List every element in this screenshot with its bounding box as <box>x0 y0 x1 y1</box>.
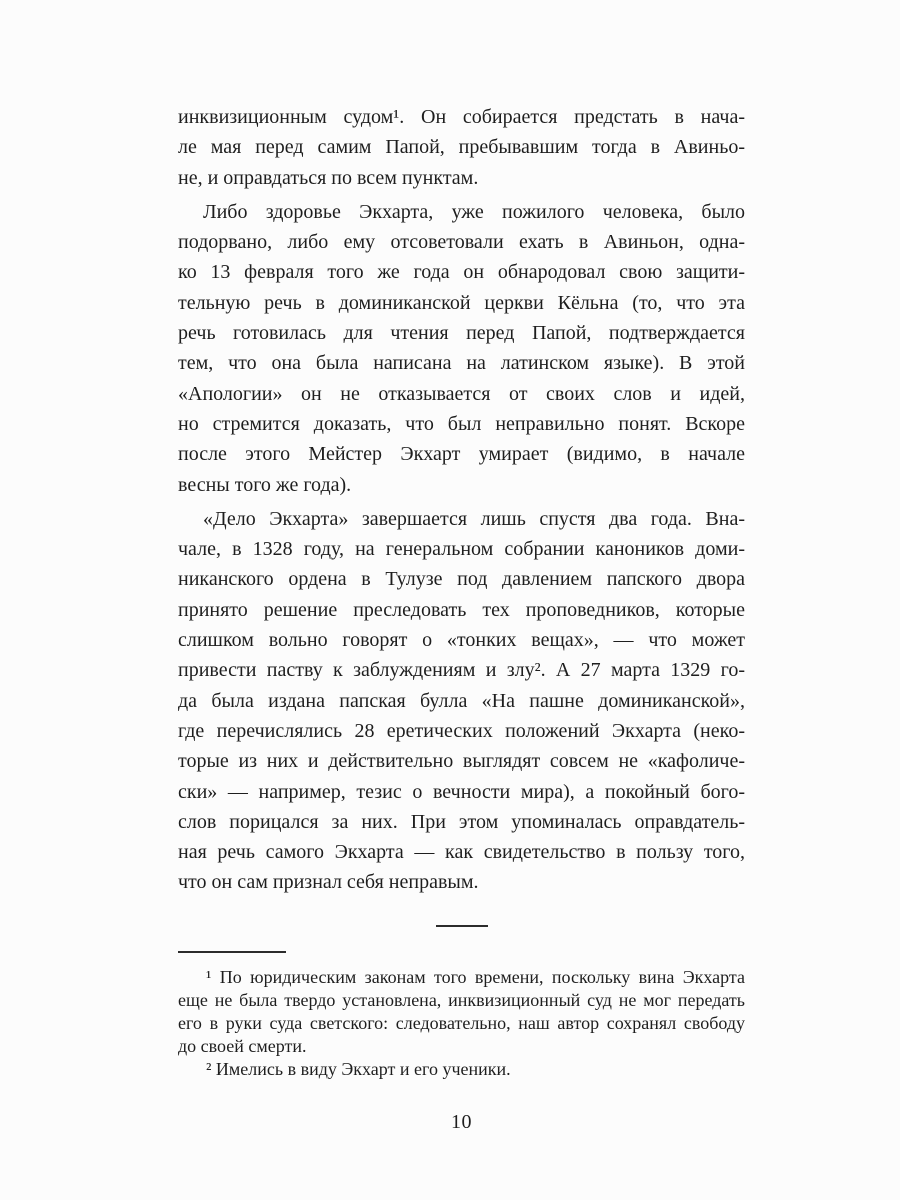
text-line: принято решение преследовать тех проповедников, которые <box>178 598 745 621</box>
text-line: ная речь самого Экхарта — как свидетельство в пользу того, <box>178 841 745 864</box>
footnotes <box>178 966 745 1081</box>
body-text <box>178 102 745 898</box>
text-line: ски» — например, тезис о вечности мира), а покойный бого- <box>178 780 745 803</box>
body-paragraph <box>178 504 745 898</box>
text-line: «Дело Экхарта» завершается лишь спустя два года. Вна- <box>203 507 745 530</box>
text-line: что он сам признал себя неправым. <box>178 871 479 894</box>
text-line: не, и оправдаться по всем пунктам. <box>178 166 479 189</box>
text-line: после этого Мейстер Экхарт умирает (видимо, в начале <box>178 443 745 466</box>
text-line: слов порицался за них. При этом упоминалась оправдатель- <box>178 810 745 833</box>
text-line: «Апологии» он не отказывается от своих слов и идей, <box>178 382 745 405</box>
text-line: ле мая перед самим Папой, пребывавшим тогда в Авиньо- <box>178 136 745 159</box>
text-line: инквизиционным судом¹. Он собирается предстать в нача- <box>178 106 745 128</box>
body-paragraph <box>178 197 745 500</box>
body-paragraph <box>178 102 745 193</box>
text-line: но стремится доказать, что был неправильно понят. Вскоре <box>178 412 745 435</box>
text-line: чале, в 1328 году, на генеральном собрании каноников доми- <box>178 538 745 561</box>
text-line: весны того же года). <box>178 473 352 496</box>
page-number: 10 <box>451 1110 472 1133</box>
text-line: где перечислялись 28 еретических положений Экхарта (неко- <box>178 719 745 742</box>
footnote-paragraph <box>178 966 745 1058</box>
text-line: да была издана папская булла «На пашне доминиканской», <box>178 689 745 712</box>
text-line: подорвано, либо ему отсоветовали ехать в Авиньон, одна- <box>178 231 745 254</box>
section-divider <box>436 925 488 927</box>
text-line: его в руки суда светского: следовательно, наш автор сохранял свободу <box>178 1012 745 1033</box>
text-line: никанского ордена в Тулузе под давлением папского двора <box>178 568 745 591</box>
text-line: слишком вольно говорят о «тонких вещах», — что может <box>178 629 745 652</box>
text-line: ¹ По юридическим законам того времени, поскольку вина Экхарта <box>206 966 745 987</box>
text-line: до своей смерти. <box>178 1035 307 1056</box>
text-line: ко 13 февраля того же года он обнародовал свою защити- <box>178 261 745 284</box>
text-line: речь готовилась для чтения перед Папой, подтверждается <box>178 322 745 345</box>
text-line: Либо здоровье Экхарта, уже пожилого человека, было <box>203 200 745 223</box>
text-line: торые из них и действительно выглядят совсем не «кафоличе- <box>178 750 745 773</box>
text-block <box>178 102 745 1134</box>
text-line: ² Имелись в виду Экхарт и его ученики. <box>206 1058 511 1079</box>
text-line: тем, что она была написана на латинском языке). В этой <box>178 352 745 375</box>
text-line: привести паству к заблуждениям и злу². А 27 марта 1329 го- <box>178 659 745 682</box>
footnote-rule <box>178 951 286 953</box>
text-line: тельную речь в доминиканской церкви Кёльна (то, что эта <box>178 291 745 314</box>
footnote-paragraph <box>178 1058 745 1081</box>
text-line: еще не была твердо установлена, инквизиционный суд не мог передать <box>178 989 745 1010</box>
